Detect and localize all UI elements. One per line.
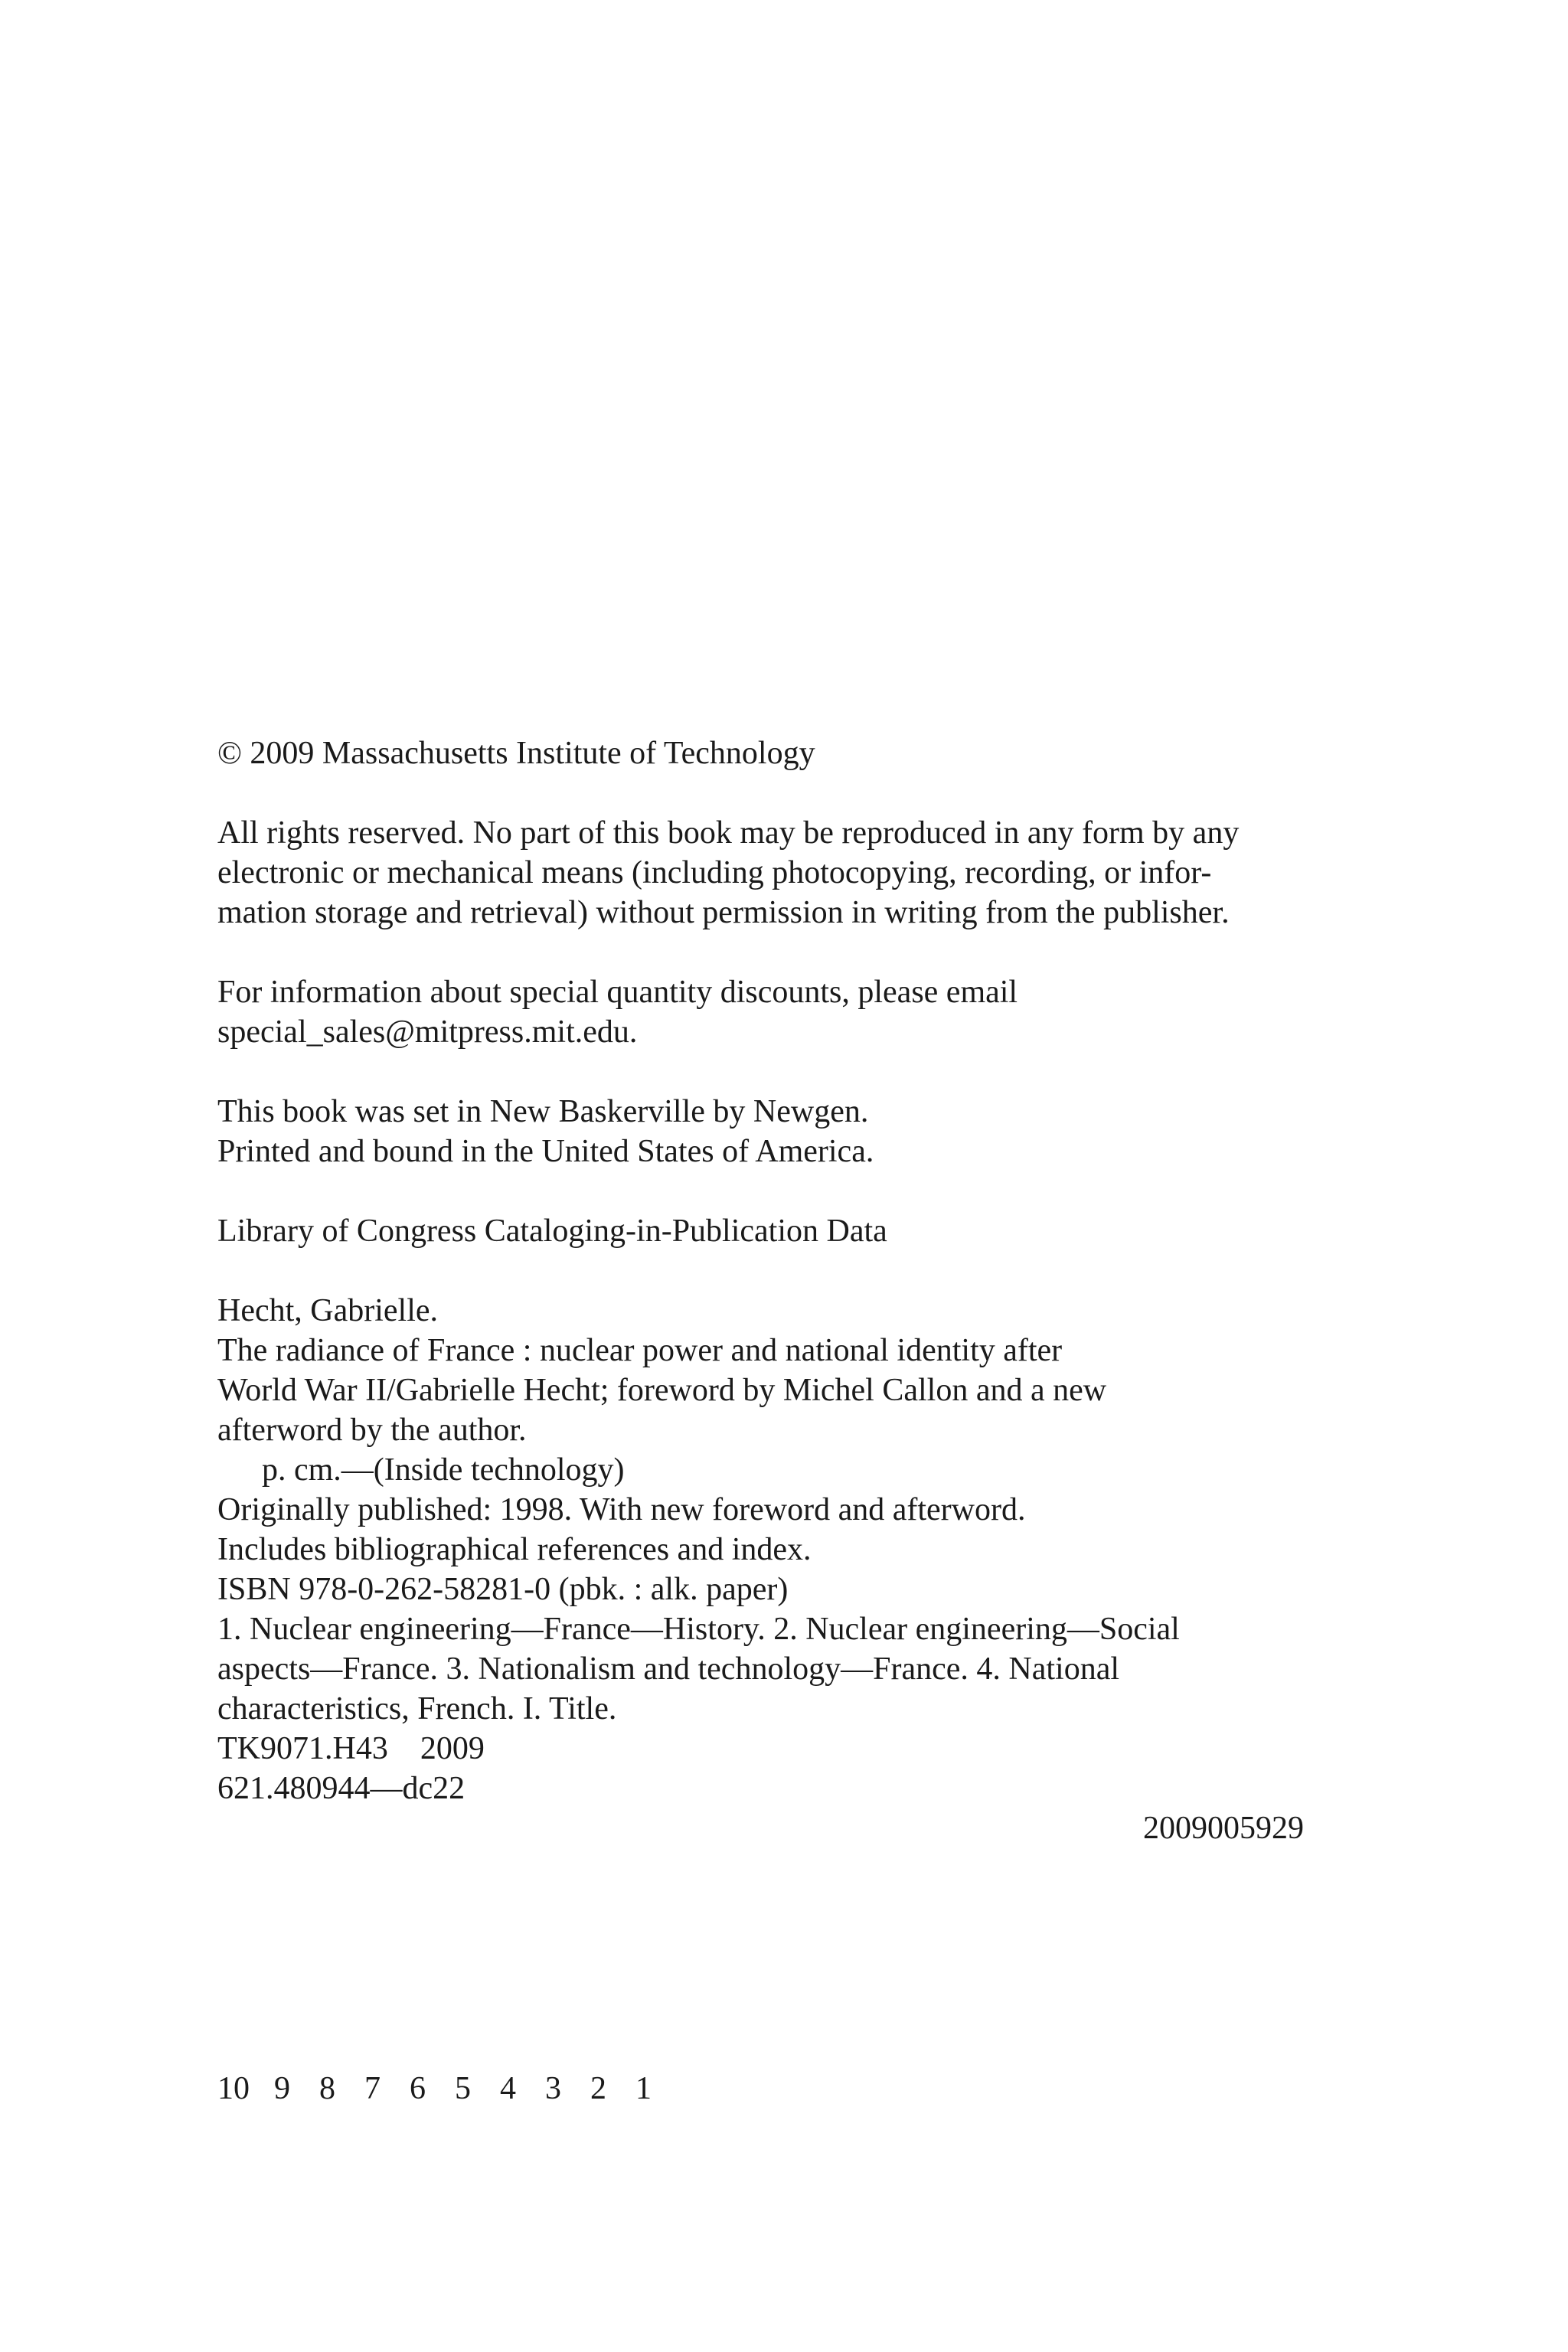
cip-collation: p. cm.—(Inside technology) [262,1452,625,1488]
copyright-line: © 2009 Massachusetts Institute of Technology [217,736,815,771]
cip-note: Originally published: 1998. With new foreword and afterword. [217,1492,1026,1527]
cip-heading-text: Library of Congress Cataloging-in-Publication Data [217,1214,887,1249]
rights-line: electronic or mechanical means (including photocopying, recording, or infor- [217,855,1212,890]
rights-line: mation storage and retrieval) without permission in writing from the publisher. [217,895,1230,930]
sales-email: special_sales@mitpress.mit.edu. [217,1014,638,1050]
cip-record [217,1291,1335,1808]
rights-statement [217,813,1335,933]
printing-number: 2 [590,2071,606,2106]
cip-title: The radiance of France : nuclear power and national identity after [217,1333,1063,1368]
typeset-line: This book was set in New Baskerville by Newgen. [217,1094,869,1129]
cip-title-cont: World War II/Gabrielle Hecht; foreword by Michel Callon and a new [217,1373,1107,1408]
cip-note: Includes bibliographical references and index. [217,1532,812,1567]
printing-number: 6 [410,2071,426,2106]
printing-number: 3 [545,2071,561,2106]
cip-heading [217,1211,1335,1251]
copyright-notice [217,733,1335,773]
cip-author: Hecht, Gabrielle. [217,1293,439,1328]
printing-number: 4 [500,2071,516,2106]
cip-title-cont: afterword by the author. [217,1413,527,1448]
printing-line [217,2069,681,2109]
cip-subjects: 1. Nuclear engineering—France—History. 2. Nuclear engineering—Social [217,1612,1180,1647]
colophon [217,1092,1335,1171]
cip-lc-class: TK9071.H43 2009 [217,1731,485,1766]
cip-subjects: characteristics, French. I. Title. [217,1691,617,1726]
rights-line: All rights reserved. No part of this book may be reproduced in any form by any [217,815,1240,851]
printing-number: 9 [274,2071,290,2106]
cip-dewey: 621.480944—dc22 [217,1771,466,1806]
printing-number: 8 [319,2071,335,2106]
printing-number: 5 [455,2071,471,2106]
printing-number: 10 [217,2071,250,2106]
special-sales-notice [217,972,1335,1052]
lccn-number: 2009005929 [1143,1811,1304,1846]
printed-line: Printed and bound in the United States of America. [217,1134,874,1169]
printing-number: 1 [635,2071,652,2106]
printing-number: 7 [364,2071,381,2106]
cip-subjects: aspects—France. 3. Nationalism and technology—France. 4. National [217,1651,1120,1687]
cip-isbn: ISBN 978-0-262-58281-0 (pbk. : alk. paper) [217,1572,789,1607]
sales-line: For information about special quantity discounts, please email [217,975,1018,1010]
